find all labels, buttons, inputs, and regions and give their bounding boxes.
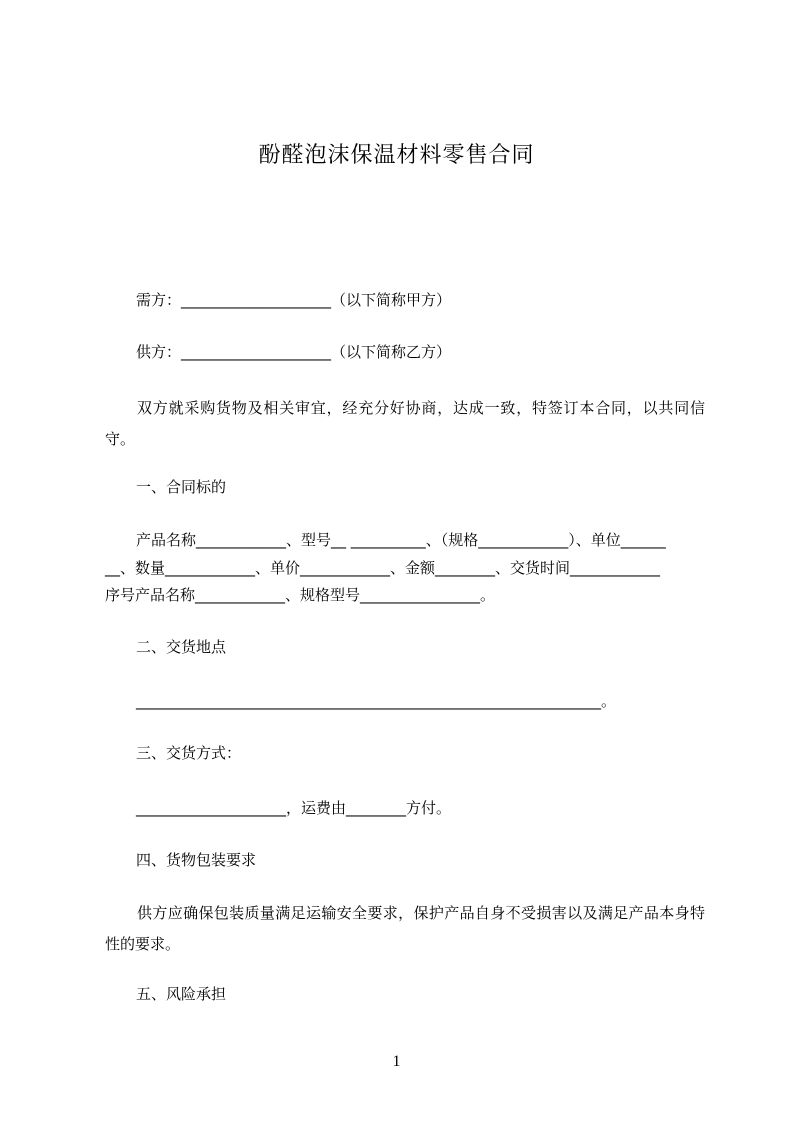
buyer-line: 需方：____________________（以下简称甲方） [136, 291, 452, 309]
section4-heading: 四、货物包装要求 [136, 851, 257, 869]
seller-line: 供方：____________________（以下简称乙方） [136, 343, 452, 361]
section3-line: ____________________，运费由________方付。 [136, 799, 452, 817]
section4-paragraph: 供方应确保包装质量满足运输安全要求，保护产品自身不受损害以及满足产品本身特性的要求。 [105, 904, 705, 953]
intro-paragraph: 双方就采购货物及相关审宜，经充分好协商，达成一致，特签订本合同，以共同信守。 [105, 399, 705, 448]
page-number: 1 [392, 1053, 401, 1070]
document-title: 酚醛泡沫保温材料零售合同 [258, 143, 535, 168]
section5-heading: 五、风险承担 [136, 985, 227, 1003]
section1-line2: __、数量____________、单价____________、金额________、交货时间____________ [105, 559, 661, 577]
section1-line3: 序号产品名称____________、规格型号________________。 [105, 586, 496, 604]
section3-heading: 三、交货方式： [136, 744, 242, 762]
section1-line1: 产品名称____________、型号__ __________、（规格____________）、单位______ [136, 531, 666, 549]
section1-heading: 一、合同标的 [136, 478, 227, 496]
section2-blank: ______________________________________________________________。 [136, 692, 617, 710]
section2-heading: 二、交货地点 [136, 638, 227, 656]
